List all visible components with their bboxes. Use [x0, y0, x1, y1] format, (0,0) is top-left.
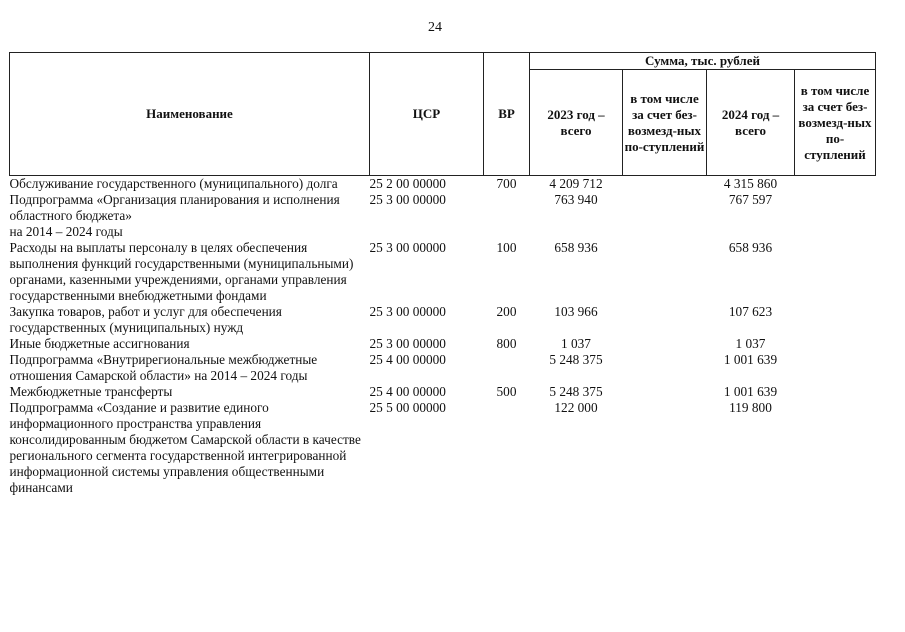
header-2024-total: 2024 год – всего [707, 70, 795, 176]
row-2023-total: 5 248 375 [549, 384, 603, 399]
row-vr: 100 [496, 240, 517, 255]
row-2024-free [795, 384, 876, 400]
row-csr: 25 3 00 00000 [369, 240, 446, 255]
row-csr: 25 3 00 00000 [369, 336, 446, 351]
row-csr: 25 4 00 00000 [369, 352, 446, 367]
row-2024-total: 767 597 [728, 192, 773, 207]
row-2023-free [623, 240, 707, 304]
header-2024-free: в том числе за счет без-возмезд-ных по-ступлений [795, 70, 876, 176]
header-csr: ЦСР [370, 53, 484, 176]
row-2023-total: 658 936 [554, 240, 598, 255]
budget-table [9, 52, 876, 496]
table-row [10, 176, 876, 193]
page-number: 24 [428, 20, 442, 35]
row-2023-free [623, 176, 707, 193]
row-2023-free [623, 400, 707, 496]
row-2024-free [795, 304, 876, 336]
row-2024-total: 119 800 [729, 400, 772, 415]
row-2023-total: 122 000 [554, 400, 598, 415]
header-2023-total: 2023 год – всего [530, 70, 623, 176]
header-sum-group: Сумма, тыс. рублей [530, 53, 876, 70]
row-2023-total: 5 248 375 [549, 352, 603, 367]
row-2024-total: 107 623 [728, 304, 773, 319]
row-name: Межбюджетные трансферты [9, 384, 173, 399]
row-csr: 25 4 00 00000 [369, 384, 446, 399]
table-row [10, 384, 876, 400]
table-row [10, 352, 876, 384]
row-vr [484, 192, 530, 240]
row-2023-total: 763 940 [554, 192, 598, 207]
row-2023-total: 4 209 712 [549, 176, 603, 191]
row-vr: 800 [496, 336, 517, 351]
table-body [10, 176, 876, 497]
row-2024-free [795, 352, 876, 384]
row-vr: 700 [496, 176, 517, 191]
table-row [10, 336, 876, 352]
row-2024-free [795, 240, 876, 304]
row-name: Иные бюджетные ассигнования [9, 336, 190, 351]
row-name: Закупка товаров, работ и услуг для обеспечения государственных (муниципальных) нужд [9, 304, 282, 335]
row-vr: 500 [496, 384, 517, 399]
row-2024-total: 1 001 639 [723, 384, 778, 399]
row-2024-free [795, 336, 876, 352]
row-name: Подпрограмма «Внутрирегиональные межбюджетные отношения Самарской области» на 2014 – 2024 годы [9, 352, 318, 383]
row-2024-total: 1 037 [735, 336, 766, 351]
row-csr: 25 2 00 00000 [369, 176, 446, 191]
row-2023-free [623, 384, 707, 400]
header-vr: ВР [484, 53, 530, 176]
table-header [10, 53, 876, 176]
row-2024-free [795, 176, 876, 193]
row-name: Расходы на выплаты персоналу в целях обеспечения выполнения функций государственными (муниципальными) органами, казенными учреждениями, органами управления государственными внебюджетными фондами [9, 240, 354, 303]
row-2024-total: 1 001 639 [723, 352, 778, 367]
row-2023-free [623, 352, 707, 384]
table-row [10, 240, 876, 304]
header-name: Наименование [10, 53, 370, 176]
row-vr [484, 352, 530, 384]
row-name: Подпрограмма «Организация планирования и исполнения областного бюджета» на 2014 – 2024 годы [9, 192, 340, 239]
row-csr: 25 5 00 00000 [369, 400, 446, 415]
row-2023-free [623, 192, 707, 240]
row-2024-free [795, 192, 876, 240]
row-2024-total: 658 936 [728, 240, 773, 255]
table-row [10, 400, 876, 496]
row-vr: 200 [496, 304, 517, 319]
row-2024-total: 4 315 860 [723, 176, 778, 191]
row-name: Обслуживание государственного (муниципального) долга [9, 176, 338, 191]
table-row [10, 192, 876, 240]
table-row [10, 304, 876, 336]
row-csr: 25 3 00 00000 [369, 304, 446, 319]
row-2023-free [623, 304, 707, 336]
row-2023-free [623, 336, 707, 352]
row-2023-total: 1 037 [561, 336, 591, 351]
row-2023-total: 103 966 [554, 304, 598, 319]
row-2024-free [795, 400, 876, 496]
row-vr [484, 400, 530, 496]
row-csr: 25 3 00 00000 [369, 192, 446, 207]
row-name: Подпрограмма «Создание и развитие единого информационного пространства управления консолидированным бюджетом Самарской области в качестве регионального сегмента государственной интегрированной информационной системы управления общественными финансами [9, 400, 361, 495]
header-2023-free: в том числе за счет без-возмезд-ных по-ступлений [623, 70, 707, 176]
